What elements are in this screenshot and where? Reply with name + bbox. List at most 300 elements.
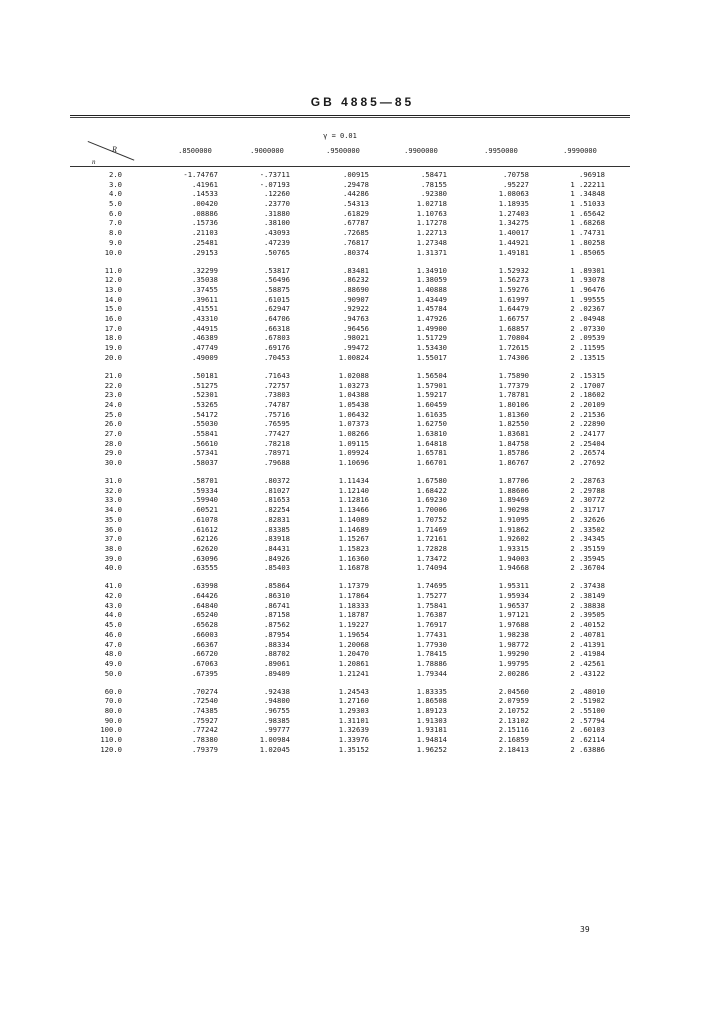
table-row (0, 429, 725, 439)
table-cell: 1.14689 (338, 524, 369, 534)
table-cell: 1 .34848 (570, 189, 605, 199)
table-cell: 1.14089 (338, 514, 369, 524)
table-cell: 2 .30772 (570, 495, 605, 505)
table-row (0, 706, 725, 716)
table-cell: 2 .02367 (570, 304, 605, 314)
table-row (0, 333, 725, 343)
table-cell: 1.04388 (338, 390, 369, 400)
table-cell: 2 .41391 (570, 639, 605, 649)
table-cell: 1.08266 (338, 428, 369, 438)
table-cell: 1.97688 (498, 620, 529, 630)
row-n-value: 19.0 (104, 343, 122, 353)
table-cell: 2 .51902 (570, 696, 605, 706)
table-cell: .94800 (264, 696, 290, 706)
table-cell: .38100 (264, 218, 290, 228)
table-cell: 1.98238 (498, 629, 529, 639)
table-cell: 1.62750 (416, 419, 447, 429)
row-n-value: 35.0 (104, 514, 122, 524)
table-row (0, 476, 725, 486)
table-cell: 1.91862 (498, 524, 529, 534)
table-cell: .75927 (192, 715, 218, 725)
table-cell: 1.56504 (416, 370, 447, 380)
table-cell: .57341 (192, 448, 218, 458)
column-header: .9990000 (563, 147, 597, 155)
table-cell: .66318 (264, 323, 290, 333)
table-cell: .44286 (343, 189, 369, 199)
table-row (0, 410, 725, 420)
table-row (0, 669, 725, 679)
table-cell: .79688 (264, 458, 290, 468)
table-cell: 2.10752 (498, 706, 529, 716)
table-cell: .74787 (264, 399, 290, 409)
column-group-label: γ = 0.01 (323, 132, 357, 140)
table-cell: .51275 (192, 380, 218, 390)
table-cell: 1.16360 (338, 553, 369, 563)
table-cell: .77242 (192, 725, 218, 735)
table-cell: 1.98772 (498, 639, 529, 649)
table-cell: 2 .55100 (570, 706, 605, 716)
table-cell: 1.19654 (338, 629, 369, 639)
table-cell: .58701 (192, 476, 218, 486)
table-cell: 2 .24177 (570, 428, 605, 438)
table-cell: 1.77379 (498, 380, 529, 390)
table-cell: 1.21241 (338, 668, 369, 678)
table-cell: 1.66701 (416, 458, 447, 468)
table-row (0, 716, 725, 726)
table-cell: 1.16878 (338, 563, 369, 573)
table-cell: .86232 (343, 275, 369, 285)
table-cell: 1.66757 (498, 314, 529, 324)
table-cell: 1.61997 (498, 294, 529, 304)
table-row (0, 353, 725, 363)
table-cell: 2 .21536 (570, 409, 605, 419)
row-n-value: 42.0 (104, 591, 122, 601)
table-cell: 1.17864 (338, 591, 369, 601)
row-n-value: 39.0 (104, 553, 122, 563)
table-row (0, 285, 725, 295)
table-cell: .67063 (192, 658, 218, 668)
table-cell: .66367 (192, 639, 218, 649)
table-cell: 1.61635 (416, 409, 447, 419)
table-cell: 1.80106 (498, 399, 529, 409)
table-cell: .77427 (264, 428, 290, 438)
table-cell: 1.43449 (416, 294, 447, 304)
table-row (0, 400, 725, 410)
table-cell: 1 .93078 (570, 275, 605, 285)
table-cell: 1.71469 (416, 524, 447, 534)
row-n-value: 45.0 (104, 620, 122, 630)
table-cell: 2 .62114 (570, 735, 605, 745)
table-cell: 2.13102 (498, 715, 529, 725)
table-cell: .00915 (343, 170, 369, 179)
table-cell: .82254 (264, 505, 290, 515)
table-cell: .53265 (192, 399, 218, 409)
table-cell: .81027 (264, 485, 290, 495)
table-cell: .31880 (264, 208, 290, 218)
row-n-value: 50.0 (104, 668, 122, 678)
table-cell: .63096 (192, 553, 218, 563)
table-cell: 1.59276 (498, 284, 529, 294)
table-cell: 1.78781 (498, 390, 529, 400)
table-cell: 1.03273 (338, 380, 369, 390)
row-n-value: 48.0 (104, 649, 122, 659)
table-cell: 1.32639 (338, 725, 369, 735)
row-n-value: 100.0 (100, 725, 122, 735)
table-cell: 1.74695 (416, 581, 447, 591)
row-n-value: 110.0 (100, 735, 122, 745)
table-cell: .54313 (343, 199, 369, 209)
table-cell: 1.97121 (498, 610, 529, 620)
table-cell: 1.49181 (498, 247, 529, 257)
table-cell: 1.91303 (416, 715, 447, 725)
table-row (0, 659, 725, 669)
table-cell: .50765 (264, 247, 290, 257)
table-cell: 1.20861 (338, 658, 369, 668)
table-cell: .63998 (192, 581, 218, 591)
table-cell: 1.31101 (338, 715, 369, 725)
table-cell: 1.10696 (338, 458, 369, 468)
table-cell: 1.12816 (338, 495, 369, 505)
table-cell: 1.79344 (416, 668, 447, 678)
table-cell: .98385 (264, 715, 290, 725)
table-cell: .43310 (192, 314, 218, 324)
table-cell: .70453 (264, 352, 290, 362)
table-cell: 1.56273 (498, 275, 529, 285)
table-cell: 2 .07330 (570, 323, 605, 333)
table-cell: 2 .31717 (570, 505, 605, 515)
table-row (0, 640, 725, 650)
table-cell: 1.76387 (416, 610, 447, 620)
table-cell: .70758 (503, 170, 529, 179)
table-cell: 2 .57794 (570, 715, 605, 725)
table-cell: 2 .26574 (570, 448, 605, 458)
table-cell: 1.11434 (338, 476, 369, 486)
table-cell: 2 .35945 (570, 553, 605, 563)
row-n-value: 120.0 (100, 744, 122, 754)
page-number: 39 (580, 925, 590, 934)
table-cell: 1 .22211 (570, 179, 605, 189)
table-cell: 2.16859 (498, 735, 529, 745)
table-cell: .81653 (264, 495, 290, 505)
table-cell: 2 .36704 (570, 563, 605, 573)
table-cell: .70274 (192, 686, 218, 696)
table-cell: .85864 (264, 581, 290, 591)
row-n-value: 26.0 (104, 419, 122, 429)
table-cell: .61078 (192, 514, 218, 524)
table-cell: 1.63810 (416, 428, 447, 438)
table-cell: 1.40017 (498, 228, 529, 238)
row-n-value: 40.0 (104, 563, 122, 573)
table-row (0, 439, 725, 449)
table-cell: .92438 (264, 686, 290, 696)
table-row (0, 495, 725, 505)
table-row (0, 620, 725, 630)
table-row (0, 505, 725, 515)
table-cell: 1.72828 (416, 543, 447, 553)
row-n-value: 49.0 (104, 658, 122, 668)
row-n-value: 6.0 (109, 208, 122, 218)
table-cell: 1.90298 (498, 505, 529, 515)
column-header: .9900000 (404, 147, 438, 155)
table-cell: .62126 (192, 534, 218, 544)
table-cell: 2 .37438 (570, 581, 605, 591)
table-row (0, 735, 725, 745)
table-cell: 1.00984 (259, 735, 290, 745)
row-n-value: 37.0 (104, 534, 122, 544)
row-n-value: 18.0 (104, 333, 122, 343)
table-cell: 1.88606 (498, 485, 529, 495)
table-cell: .94763 (343, 314, 369, 324)
table-cell: 2.07959 (498, 696, 529, 706)
table-cell: .87158 (264, 610, 290, 620)
table-cell: .65628 (192, 620, 218, 630)
header-rule (70, 115, 630, 116)
row-n-value: 32.0 (104, 485, 122, 495)
table-cell: 1.86767 (498, 458, 529, 468)
table-cell: 1.27403 (498, 208, 529, 218)
table-cell: .95227 (503, 179, 529, 189)
row-n-value: 13.0 (104, 284, 122, 294)
table-cell: -.73711 (259, 170, 290, 179)
table-cell: 1.70752 (416, 514, 447, 524)
table-cell: .56610 (192, 438, 218, 448)
table-row (0, 209, 725, 219)
table-row (0, 189, 725, 199)
table-cell: 1.84758 (498, 438, 529, 448)
table-cell: 1.96252 (416, 744, 447, 754)
table-row (0, 275, 725, 285)
row-n-value: 60.0 (104, 686, 122, 696)
row-n-value: 70.0 (104, 696, 122, 706)
table-cell: .88702 (264, 649, 290, 659)
table-cell: 2 .18602 (570, 390, 605, 400)
table-cell: .41551 (192, 304, 218, 314)
table-row (0, 563, 725, 573)
table-row (0, 371, 725, 381)
table-cell: 1 .99555 (570, 294, 605, 304)
table-cell: 1.78886 (416, 658, 447, 668)
table-cell: .76595 (264, 419, 290, 429)
table-cell: 2.18413 (498, 744, 529, 754)
table-cell: 1.02088 (338, 370, 369, 380)
table-row (0, 228, 725, 238)
table-cell: .58471 (421, 170, 447, 179)
row-n-value: 25.0 (104, 409, 122, 419)
table-cell: 1.02718 (416, 199, 447, 209)
row-n-value: 41.0 (104, 581, 122, 591)
row-n-value: 20.0 (104, 352, 122, 362)
table-cell: .84926 (264, 553, 290, 563)
table-cell: 2 .38149 (570, 591, 605, 601)
row-n-value: 46.0 (104, 629, 122, 639)
table-cell: 1.52932 (498, 265, 529, 275)
table-cell: 1.94814 (416, 735, 447, 745)
table-cell: 1.57901 (416, 380, 447, 390)
table-cell: 1.76917 (416, 620, 447, 630)
table-cell: 1.13466 (338, 505, 369, 515)
table-cell: 1 .68268 (570, 218, 605, 228)
table-cell: -1.74767 (183, 170, 218, 179)
row-n-value: 14.0 (104, 294, 122, 304)
table-cell: .66003 (192, 629, 218, 639)
table-cell: 1.92602 (498, 534, 529, 544)
row-n-value: 11.0 (104, 265, 122, 275)
table-cell: 1.20068 (338, 639, 369, 649)
table-cell: .78218 (264, 438, 290, 448)
table-cell: .96456 (343, 323, 369, 333)
table-cell: 1.40888 (416, 284, 447, 294)
table-cell: .62947 (264, 304, 290, 314)
table-cell: 2 .40781 (570, 629, 605, 639)
table-row (0, 534, 725, 544)
table-row (0, 649, 725, 659)
table-cell: .75716 (264, 409, 290, 419)
table-cell: .79379 (192, 744, 218, 754)
table-cell: 2 .43122 (570, 668, 605, 678)
table-cell: .23770 (264, 199, 290, 209)
table-cell: 1.51729 (416, 333, 447, 343)
table-row (0, 554, 725, 564)
table-cell: 1.86508 (416, 696, 447, 706)
corner-label-r: R (112, 145, 117, 154)
table-cell: .88334 (264, 639, 290, 649)
table-cell: 1.73472 (416, 553, 447, 563)
table-cell: 2 .39505 (570, 610, 605, 620)
table-cell: 1.94003 (498, 553, 529, 563)
row-n-value: 22.0 (104, 380, 122, 390)
table-cell: 1.93181 (416, 725, 447, 735)
table-cell: 1 .89301 (570, 265, 605, 275)
table-row (0, 525, 725, 535)
table-cell: .89061 (264, 658, 290, 668)
table-cell: .78971 (264, 448, 290, 458)
table-cell: 2 .33502 (570, 524, 605, 534)
column-header: .9500000 (326, 147, 360, 155)
table-cell: 2 .41984 (570, 649, 605, 659)
table-cell: .83481 (343, 265, 369, 275)
table-cell: .64840 (192, 600, 218, 610)
row-n-value: 31.0 (104, 476, 122, 486)
table-cell: .25481 (192, 237, 218, 247)
table-cell: 1.19227 (338, 620, 369, 630)
table-cell: 1.77930 (416, 639, 447, 649)
table-cell: .67395 (192, 668, 218, 678)
table-cell: .78155 (421, 179, 447, 189)
group-gap (0, 468, 725, 476)
table-cell: 1.18935 (498, 199, 529, 209)
table-cell: 1.10763 (416, 208, 447, 218)
column-header: .9000000 (250, 147, 284, 155)
table-cell: 2 .27692 (570, 458, 605, 468)
table-cell: 1.81360 (498, 409, 529, 419)
table-cell: 1.89469 (498, 495, 529, 505)
group-gap (0, 573, 725, 581)
header-rule-thin (70, 117, 630, 118)
table-cell: .92922 (343, 304, 369, 314)
table-cell: .83385 (264, 524, 290, 534)
table-row (0, 343, 725, 353)
table-cell: 2 .38838 (570, 600, 605, 610)
group-gap (0, 678, 725, 686)
table-cell: .82831 (264, 514, 290, 524)
table-cell: 1.15823 (338, 543, 369, 553)
table-cell: 1 .51033 (570, 199, 605, 209)
table-cell: 1.60459 (416, 399, 447, 409)
table-cell: .64706 (264, 314, 290, 324)
table-cell: .49009 (192, 352, 218, 362)
table-cell: .37455 (192, 284, 218, 294)
row-n-value: 43.0 (104, 600, 122, 610)
table-row (0, 248, 725, 258)
table-cell: 1.96537 (498, 600, 529, 610)
table-cell: .88690 (343, 284, 369, 294)
table-cell: .55030 (192, 419, 218, 429)
table-cell: .98021 (343, 333, 369, 343)
table-cell: .96755 (264, 706, 290, 716)
table-row (0, 304, 725, 314)
group-gap (0, 362, 725, 370)
table-cell: .86310 (264, 591, 290, 601)
row-n-value: 3.0 (109, 179, 122, 189)
table-cell: .61829 (343, 208, 369, 218)
table-cell: 1.95934 (498, 591, 529, 601)
row-n-value: 33.0 (104, 495, 122, 505)
table-cell: 2 .17007 (570, 380, 605, 390)
table-cell: 1.83681 (498, 428, 529, 438)
table-row (0, 544, 725, 554)
table-row (0, 745, 725, 755)
table-cell: 1.74094 (416, 563, 447, 573)
row-n-value: 30.0 (104, 458, 122, 468)
table-cell: .39611 (192, 294, 218, 304)
table-cell: .80374 (343, 247, 369, 257)
table-cell: 1.49900 (416, 323, 447, 333)
table-cell: .86741 (264, 600, 290, 610)
row-n-value: 47.0 (104, 639, 122, 649)
table-cell: 1.72161 (416, 534, 447, 544)
table-cell: 1.09115 (338, 438, 369, 448)
table-cell: 2 .40152 (570, 620, 605, 630)
table-cell: .58037 (192, 458, 218, 468)
row-n-value: 17.0 (104, 323, 122, 333)
table-cell: .61015 (264, 294, 290, 304)
table-cell: 1.89123 (416, 706, 447, 716)
table-cell: .08886 (192, 208, 218, 218)
table-cell: 1.72615 (498, 343, 529, 353)
table-cell: -.07193 (259, 179, 290, 189)
table-header-rule (70, 166, 630, 167)
table-cell: 2 .25404 (570, 438, 605, 448)
corner-label-n: n (92, 158, 96, 166)
table-cell: 1.45784 (416, 304, 447, 314)
table-cell: .67787 (343, 218, 369, 228)
table-row (0, 419, 725, 429)
table-cell: 1.75841 (416, 600, 447, 610)
standard-code-header: GB 4885—85 (310, 95, 415, 109)
table-row (0, 696, 725, 706)
table-cell: 1.27348 (416, 237, 447, 247)
table-cell: .56496 (264, 275, 290, 285)
table-cell: .53817 (264, 265, 290, 275)
table-cell: .72540 (192, 696, 218, 706)
table-row (0, 515, 725, 525)
table-cell: 2 .35159 (570, 543, 605, 553)
table-cell: .32299 (192, 265, 218, 275)
row-n-value: 21.0 (104, 370, 122, 380)
table-cell: 1.87706 (498, 476, 529, 486)
table-cell: .59940 (192, 495, 218, 505)
table-cell: 1.93315 (498, 543, 529, 553)
